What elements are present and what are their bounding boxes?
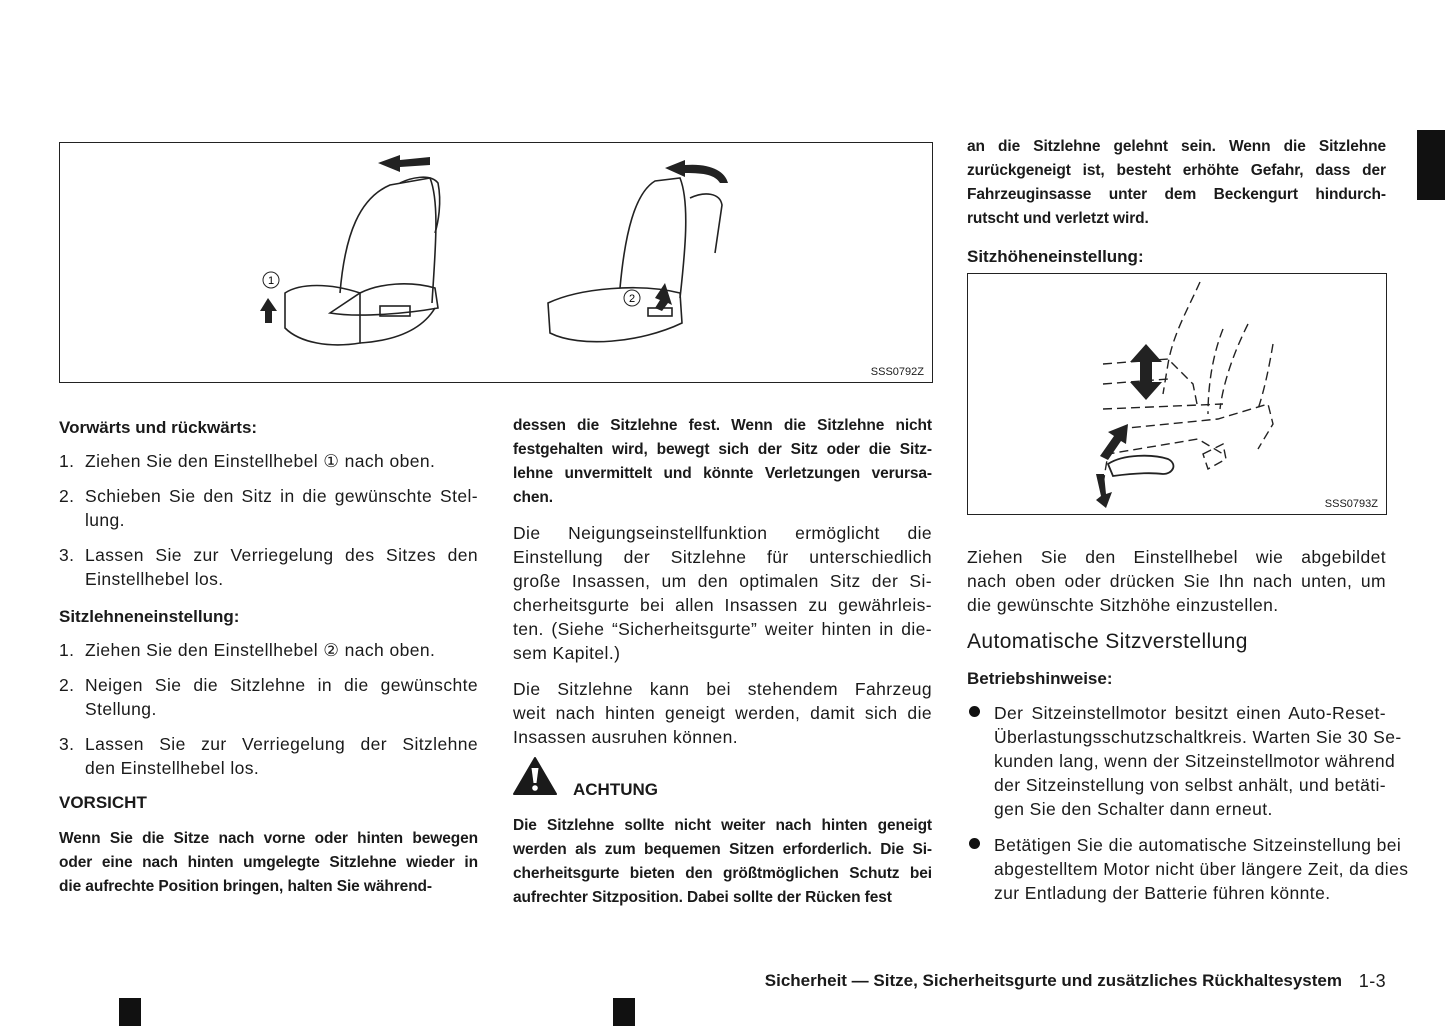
section-heading: Automatische Sitzverstellung [967, 630, 1248, 653]
page-number: 1-3 [1358, 971, 1386, 991]
text-line: ten. (Siehe “Sicherheitsgurte” weiter hinten in die- [513, 619, 932, 639]
recline-arrow-icon [665, 160, 728, 183]
text-line: Ziehen Sie den Einstellhebel ② nach oben. [85, 640, 436, 660]
text-line: Ziehen Sie den Einstellhebel ① nach oben. [85, 451, 436, 471]
text-line: kunden lang, wenn der Sitzeinstellmotor während [994, 751, 1396, 771]
seat-height-illustration [968, 274, 1386, 514]
recline-lever-arrow-icon [655, 283, 672, 311]
text-line: Überlastungsschutzschaltkreis. Warten Sie 30 Se- [994, 727, 1402, 747]
text-line: weit nach hinten geneigt werden, damit sich die [513, 703, 932, 723]
lever-up-arrow-icon [1100, 424, 1128, 460]
crop-mark-left [119, 998, 141, 1026]
text-line: festgehalten wird, bewegt sich der Sitz oder die Sitz- [513, 441, 932, 458]
bullet-icon [969, 706, 980, 717]
text-line: Einstellung der Sitzlehne für unterschiedlich [513, 547, 932, 567]
text-line: werden als zum bequemen Sitzen erforderlich. Die Si- [513, 841, 932, 858]
text-line: Die Sitzlehne kann bei stehendem Fahrzeug [513, 679, 932, 699]
text-line: zurückgeneigt ist, besteht erhöhte Gefahr, dass der [967, 162, 1386, 179]
text-line: oder eine nach hinten umgelegte Sitzlehne wieder in [59, 854, 478, 871]
list-number: 1. [59, 640, 75, 660]
text-line: die gewünschte Sitzhöhe einzustellen. [967, 595, 1279, 615]
text-line: cherheitsgurte bieten den größtmöglichen Schutz bei [513, 865, 932, 882]
section-heading: Sitzhöheneinstellung: [967, 247, 1144, 266]
fore-aft-arrow-icon [378, 155, 430, 172]
text-line: der Sitzeinstellung von selbst anhält, und betäti- [994, 775, 1386, 795]
text-line: Betätigen Sie die automatische Sitzeinstellung bei [994, 835, 1402, 855]
list-number: 2. [59, 675, 75, 695]
chapter-tab [1417, 130, 1445, 200]
bullet-icon [969, 838, 980, 849]
text-line: lehne unvermittelt und könnte Verletzungen verursa- [513, 465, 932, 482]
text-line: chen. [513, 489, 553, 506]
list-number: 3. [59, 545, 75, 565]
figure-caption: SSS0792Z [870, 366, 924, 378]
seat-adjust-figure [59, 142, 933, 383]
text-line: Lassen Sie zur Verriegelung des Sitzes den [85, 545, 478, 565]
text-line: aufrechter Sitzposition. Dabei sollte der Rücken fest [513, 889, 892, 906]
list-number: 3. [59, 734, 75, 754]
callout-1: 1 [267, 275, 275, 287]
seat-height-figure [967, 273, 1387, 515]
text-line: Der Sitzeinstellmotor besitzt einen Auto-Reset- [994, 703, 1386, 723]
text-line: Schieben Sie den Sitz in die gewünschte Stel- [85, 486, 478, 506]
text-line: Stellung. [85, 699, 157, 719]
text-line: lung. [85, 510, 125, 530]
text-line: an die Sitzlehne gelehnt sein. Wenn die Sitzlehne [967, 138, 1386, 155]
seat-adjust-illustration [60, 143, 932, 382]
section-heading: VORSICHT [59, 793, 147, 812]
text-line: abgestelltem Motor nicht über längere Zeit, da dies [994, 859, 1409, 879]
text-line: die aufrechte Position bringen, halten Sie während- [59, 878, 432, 895]
warning-label: ACHTUNG [573, 780, 658, 799]
text-line: Ziehen Sie den Einstellhebel wie abgebildet [967, 547, 1386, 567]
text-line: sem Kapitel.) [513, 643, 621, 663]
text-line: zur Entladung der Batterie führen könnte. [994, 883, 1331, 903]
callout-2: 2 [628, 293, 636, 305]
text-line: Neigen Sie die Sitzlehne in die gewünschte [85, 675, 478, 695]
text-line: Lassen Sie zur Verriegelung der Sitzlehne [85, 734, 478, 754]
text-line: Fahrzeuginsasse unter dem Beckengurt hindurch- [967, 186, 1386, 203]
text-line: Wenn Sie die Sitze nach vorne oder hinten bewegen [59, 830, 478, 847]
crop-mark-middle [613, 998, 635, 1026]
text-line: große Insassen, um den optimalen Sitz der Si- [513, 571, 932, 591]
lever-arrow-icon [260, 298, 277, 323]
figure-caption: SSS0793Z [1324, 498, 1378, 510]
text-line: Die Neigungseinstellfunktion ermöglicht die [513, 523, 932, 543]
text-line: Einstellhebel los. [85, 569, 224, 589]
lever-down-arrow-icon [1096, 474, 1112, 508]
list-number: 2. [59, 486, 75, 506]
text-line: dessen die Sitzlehne fest. Wenn die Sitzlehne nicht [513, 417, 932, 434]
section-heading: Vorwärts und rückwärts: [59, 418, 258, 437]
section-heading: Sitzlehneneinstellung: [59, 607, 240, 626]
text-line: nach oben oder drücken Sie Ihn nach unten, um [967, 571, 1386, 591]
warning-triangle-icon [513, 756, 557, 796]
up-down-arrow-icon [1130, 344, 1162, 400]
text-line: rutscht und verletzt wird. [967, 210, 1149, 227]
list-number: 1. [59, 451, 75, 471]
text-line: gen Sie den Schalter dann erneut. [994, 799, 1273, 819]
text-line: Die Sitzlehne sollte nicht weiter nach hinten geneigt [513, 817, 932, 834]
footer-section-title: Sicherheit — Sitze, Sicherheitsgurte und zusätzliches Rückhaltesystem [764, 971, 1342, 990]
section-heading: Betriebshinweise: [967, 669, 1113, 688]
text-line: den Einstellhebel los. [85, 758, 260, 778]
text-line: Insassen ausruhen können. [513, 727, 739, 747]
text-line: cherheitsgurte bei allen Insassen zu gewährleis- [513, 595, 932, 615]
